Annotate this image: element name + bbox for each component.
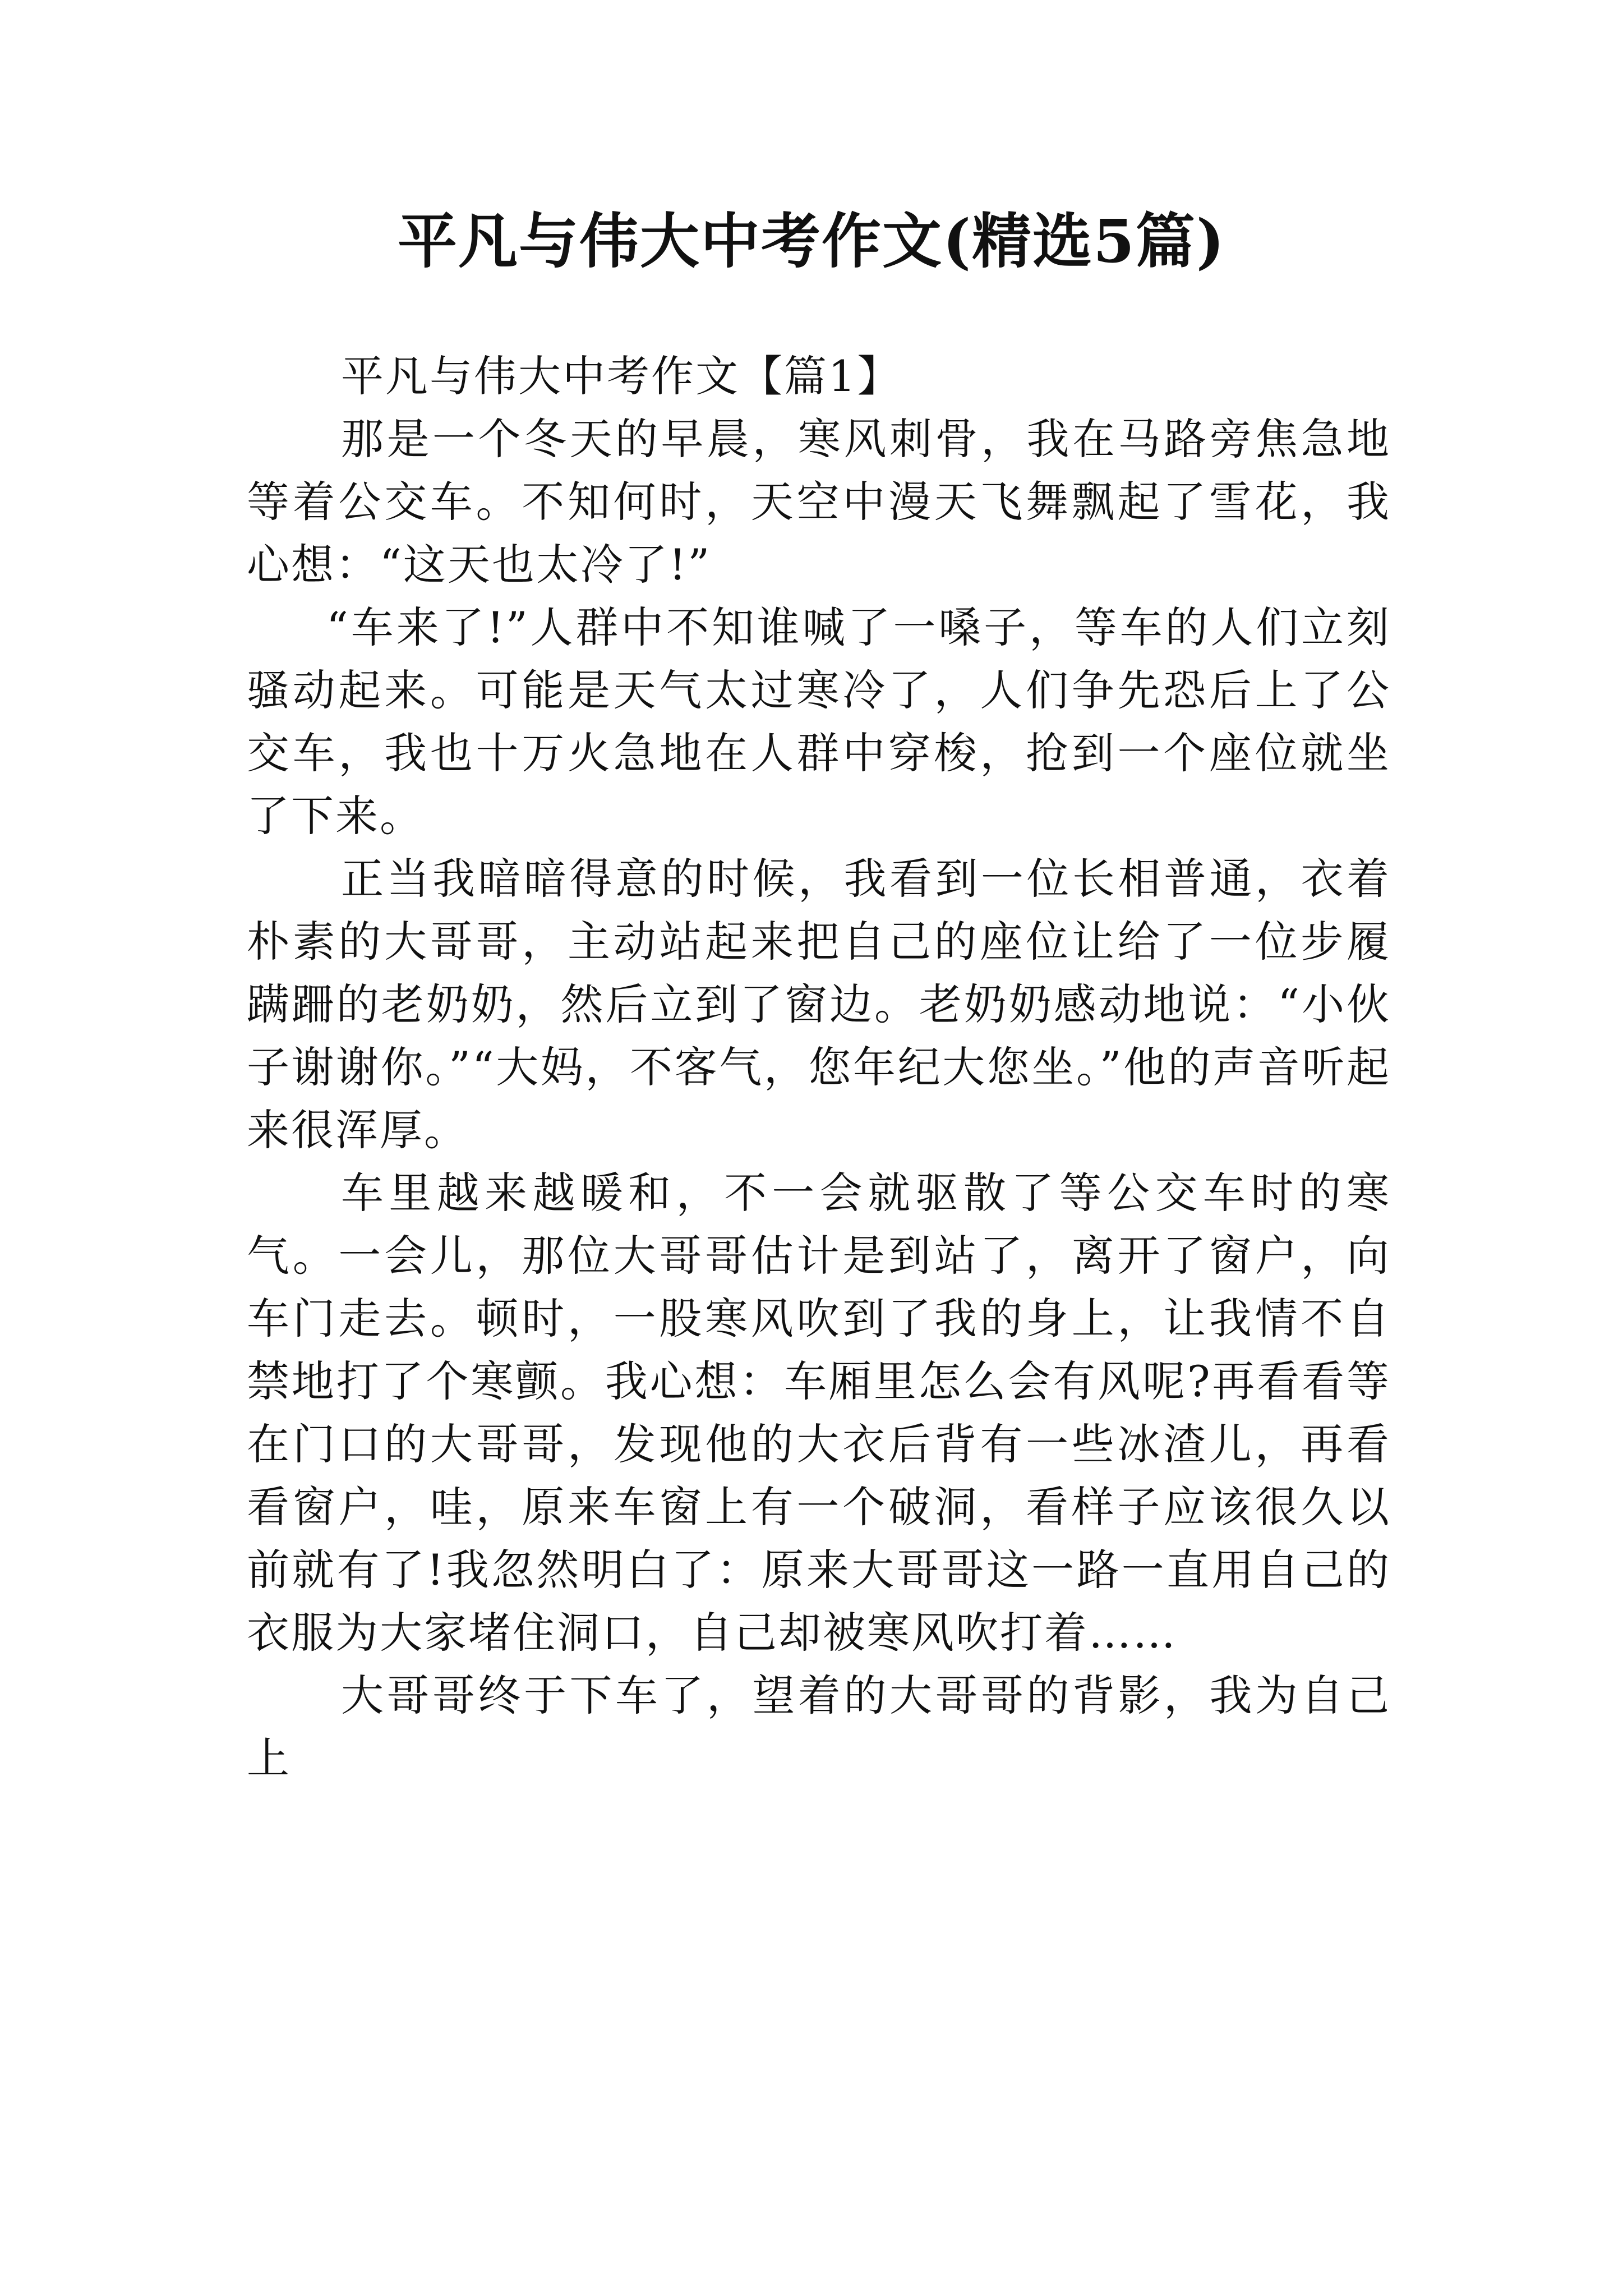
paragraph-5: 大哥哥终于下车了，望着的大哥哥的背影，我为自己上 bbox=[247, 1671, 1391, 1783]
section-heading: 平凡与伟大中考作文【篇1】 bbox=[341, 351, 902, 401]
document-title: 平凡与伟大中考作文(精选5篇) bbox=[397, 206, 1226, 276]
paragraph-1: 那是一个冬天的早晨，寒风刺骨，我在马路旁焦急地等着公交车。不知何时，天空中漫天飞舞飘起了雪花，我心想：“这天也太冷了!” bbox=[247, 414, 1391, 590]
paragraph-4: 车里越来越暖和，不一会就驱散了等公交车时的寒气。一会儿，那位大哥哥估计是到站了，离开了窗户，向车门走去。顿时，一股寒风吹到了我的身上，让我情不自禁地打了个寒颤。我心想：车厢里怎么会有风呢?再看看等在门口的大哥哥，发现他的大衣后背有一些冰渣儿，再看看窗户，哇，原来车窗上有一个破洞，看样子应该很久以前就有了!我忽然明白了：原来大哥哥这一路一直用自己的衣服为大家堵住洞口，自己却被寒风吹打着…… bbox=[247, 1168, 1391, 1658]
paragraph-3: 正当我暗暗得意的时候，我看到一位长相普通，衣着朴素的大哥哥，主动站起来把自己的座位让给了一位步履蹒跚的老奶奶，然后立到了窗边。老奶奶感动地说：“小伙子谢谢你。”“大妈，不客气，您年纪大您坐。”他的声音听起来很浑厚。 bbox=[247, 854, 1391, 1155]
paragraph-2: “车来了!”人群中不知谁喊了一嗓子，等车的人们立刻骚动起来。可能是天气太过寒冷了，人们争先恐后上了公交车，我也十万火急地在人群中穿梭，抢到一个座位就坐了下来。 bbox=[247, 602, 1391, 841]
document-body bbox=[247, 345, 1391, 1790]
